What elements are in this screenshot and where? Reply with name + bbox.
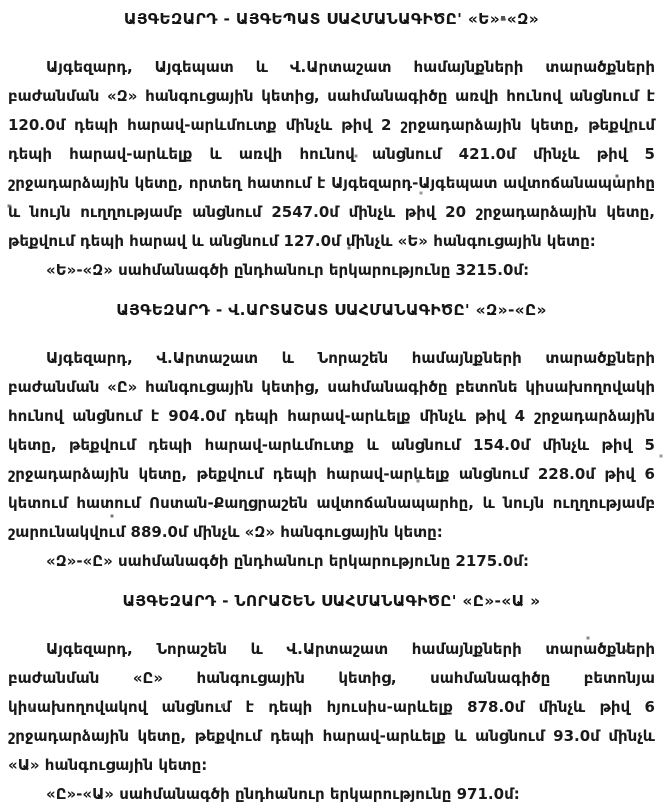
section-title-aygezard-vartashat: ԱՅԳԵԶԱՐԴ - Վ.ԱՐՏԱՇԱՏ ՍԱՀՄԱՆԱԳԻԾԸ' «Զ»-«Ը» bbox=[116, 301, 547, 319]
boundary-description-paragraph: Այգեզարդ, Վ.Արտաշատ և Նորաշեն համայնքների տարածքների բաժանման «Ը» հանգուցային կետից, սահմանագիծը բետոնե կիսախողովակի հունով անցնում է 904.0մ դեպի հարավ-արևելք մինչև թիվ 4 շրջադարձային կետը, թեքվում դեպի հարավ-արևմուտք և անցնում 154.0մ մինչև թիվ 5 շրջադարձային կետը, թեքվում դեպի հարավ-արևելք անցնում 228.0մ թիվ 6 կետում հատում Ոստան-Քաղցրաշեն ավտոճանապարհը, և նույն ուղղությամբ շարունակվում 889.0մ մինչև «Զ» հանգուցային կետը: bbox=[8, 349, 655, 541]
section-aygezard-vartashat bbox=[8, 301, 655, 576]
boundary-total-length: «Զ»-«Ը» սահմանագծի ընդհանուր երկարությունը 2175.0մ: bbox=[46, 552, 529, 570]
section-title-aygezard-norashen: ԱՅԳԵԶԱՐԴ - ՆՈՐԱՇԵՆ ՍԱՀՄԱՆԱԳԻԾԸ' «Ը»-«Ա » bbox=[122, 592, 541, 610]
boundary-description-paragraph: Այգեզարդ, Այգեպատ և Վ.Արտաշատ համայնքների տարածքների բաժանման «Զ» հանգուցային կետից, սահմանագիծը առվի հունով անցնում է 120.0մ դեպի հարավ-արևմուտք մինչև թիվ 2 շրջադարձային կետը, թեքվում դեպի հարավ-արևելք և առվի հունով անցնում 421.0մ մինչև թիվ 5 շրջադարձային կետը, որտեղ հատում է Այգեզարդ-Այգեպատ ավտոճանապարհը և նույն ուղղությամբ անցնում 2547.0մ մինչև թիվ 20 շրջադարձային կետը, թեքվում դեպի հարավ և անցնում 127.0մ մինչև «Ե» հանգուցային կետը: bbox=[8, 58, 655, 250]
boundary-total-length: «Ե»-«Զ» սահմանագծի ընդհանուր երկարությունը 3215.0մ: bbox=[46, 261, 530, 279]
boundary-total-length: «Ը»-«Ա» սահմանագծի ընդհանուր երկարությունը 971.0մ: bbox=[46, 785, 520, 803]
boundary-description-paragraph: Այգեզարդ, Նորաշեն և Վ.Արտաշատ համայնքների տարածքների բաժանման «Ը» հանգուցային կետից, սահմանագիծը բետոնյա կիսախողովակով անցնում է դեպի հյուսիս-արևելք 878.0մ մինչև թիվ 6 շրջադարձային կետը, թեքվում դեպի հարավ-արևելք և անցնում 93.0մ մինչև «Ա» հանգուցային կետը: bbox=[8, 640, 655, 774]
section-title-aygezard-aygepat: ԱՅԳԵԶԱՐԴ - ԱՅԳԵՊԱՏ ՍԱՀՄԱՆԱԳԻԾԸ' «Ե»-«Զ» bbox=[123, 10, 540, 28]
section-aygezard-norashen bbox=[8, 592, 655, 809]
section-aygezard-aygepat bbox=[8, 10, 655, 285]
